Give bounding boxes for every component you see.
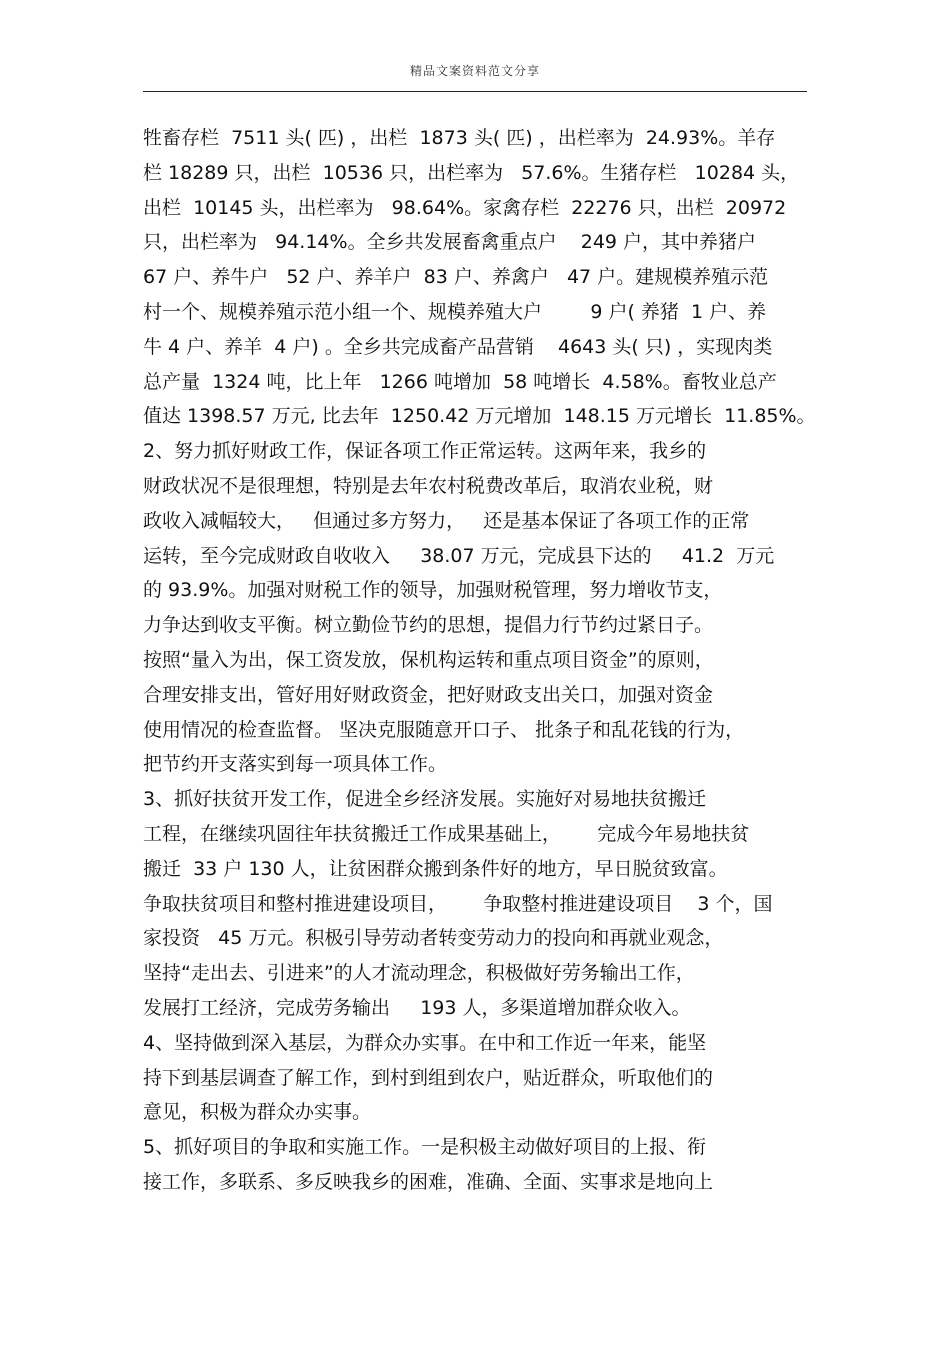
text-line: 总产量 1324 吨，比上年 1266 吨增加 58 吨增长 4.58%。畜牧业总产 — [143, 370, 777, 393]
text-line: 接工作，多联系、多反映我乡的困难，准确、全面、实事求是地向上 — [143, 1170, 714, 1193]
text-line: 家投资 45 万元。积极引导劳动者转变劳动力的投向和再就业观念， — [143, 927, 724, 950]
text-line: 使用情况的检查监督。 坚决克服随意开口子、 批条子和乱花钱的行为， — [143, 718, 745, 741]
header-divider — [143, 91, 807, 92]
section-5-heading-line: 5、抓好项目的争取和实施工作。一是积极主动做好项目的上报、衔 — [143, 1136, 707, 1159]
text-line: 力争达到收支平衡。树立勤俭节约的思想，提倡力行节约过紧日子。 — [143, 614, 714, 637]
text-line: 发展打工经济，完成劳务输出 193 人，多渠道增加群众收入。 — [143, 996, 691, 1019]
text-line: 运转，至今完成财政自收收入 38.07 万元，完成县下达的 41.2 万元 — [143, 544, 775, 567]
text-line: 出栏 10145 头，出栏率为 98.64%。家禽存栏 22276 只，出栏 20972 — [143, 196, 787, 219]
text-line: 争取扶贫项目和整村推进建设项目， 争取整村推进建设项目 3 个，国 — [143, 892, 773, 915]
text-line: 牲畜存栏 7511 头( 匹) ，出栏 1873 头( 匹) ，出栏率为 24.93%。羊存 — [143, 127, 776, 149]
text-line: 栏 18289 只，出栏 10536 只，出栏率为 57.6%。生猪存栏 10284 头， — [143, 161, 800, 184]
text-line: 67 户、养牛户 52 户、养羊户 83 户、养禽户 47 户。建规模养殖示范 — [143, 266, 769, 289]
text-line: 值达 1398.57 万元, 比去年 1250.42 万元增加 148.15 万元增长 11.85%。 — [143, 405, 816, 428]
text-line: 的 93.9%。加强对财税工作的领导，加强财税管理，努力增收节支， — [143, 579, 723, 602]
text-line: 搬迁 33 户 130 人，让贫困群众搬到条件好的地方，早日脱贫致富。 — [143, 857, 728, 880]
text-line: 合理安排支出，管好用好财政资金，把好财政支出关口，加强对资金 — [143, 683, 714, 706]
text-line: 按照“量入为出，保工资发放，保机构运转和重点项目资金”的原则， — [143, 648, 714, 671]
text-line: 工程，在继续巩固往年扶贫搬迁工作成果基础上， 完成今年易地扶贫 — [143, 822, 750, 845]
text-line: 持下到基层调查了解工作，到村到组到农户，贴近群众，听取他们的 — [143, 1066, 714, 1089]
text-line: 政收入减幅较大， 但通过多方努力， 还是基本保证了各项工作的正常 — [143, 509, 750, 532]
text-line: 把节约开支落实到每一项具体工作。 — [143, 753, 448, 776]
text-line: 只，出栏率为 94.14%。全乡共发展畜禽重点户 249 户，其中养猪户 — [143, 231, 757, 254]
text-line: 牛 4 户、养羊 4 户) 。全乡共完成畜产品营销 4643 头( 只) ，实现肉类 — [143, 335, 773, 358]
text-line: 坚持“走出去、引进来”的人才流动理念，积极做好劳务输出工作， — [143, 962, 695, 985]
section-4-heading-line: 4、坚持做到深入基层，为群众办实事。在中和工作近一年来，能坚 — [143, 1031, 707, 1054]
text-line: 财政状况不是很理想，特别是去年农村税费改革后，取消农业税，财 — [143, 474, 714, 497]
text-line: 意见，积极为群众办实事。 — [143, 1101, 372, 1124]
section-3-heading-line: 3、抓好扶贫开发工作，促进全乡经济发展。实施好对易地扶贫搬迁 — [143, 788, 707, 811]
page-header-title: 精品文案资料范文分享 — [409, 64, 540, 78]
text-line: 村一个、规模养殖示范小组一个、规模养殖大户 9 户( 养猪 1 户、养 — [143, 300, 767, 323]
section-2-heading-line: 2、努力抓好财政工作，保证各项工作正常运转。这两年来，我乡的 — [143, 440, 707, 463]
document-body — [143, 121, 843, 1200]
